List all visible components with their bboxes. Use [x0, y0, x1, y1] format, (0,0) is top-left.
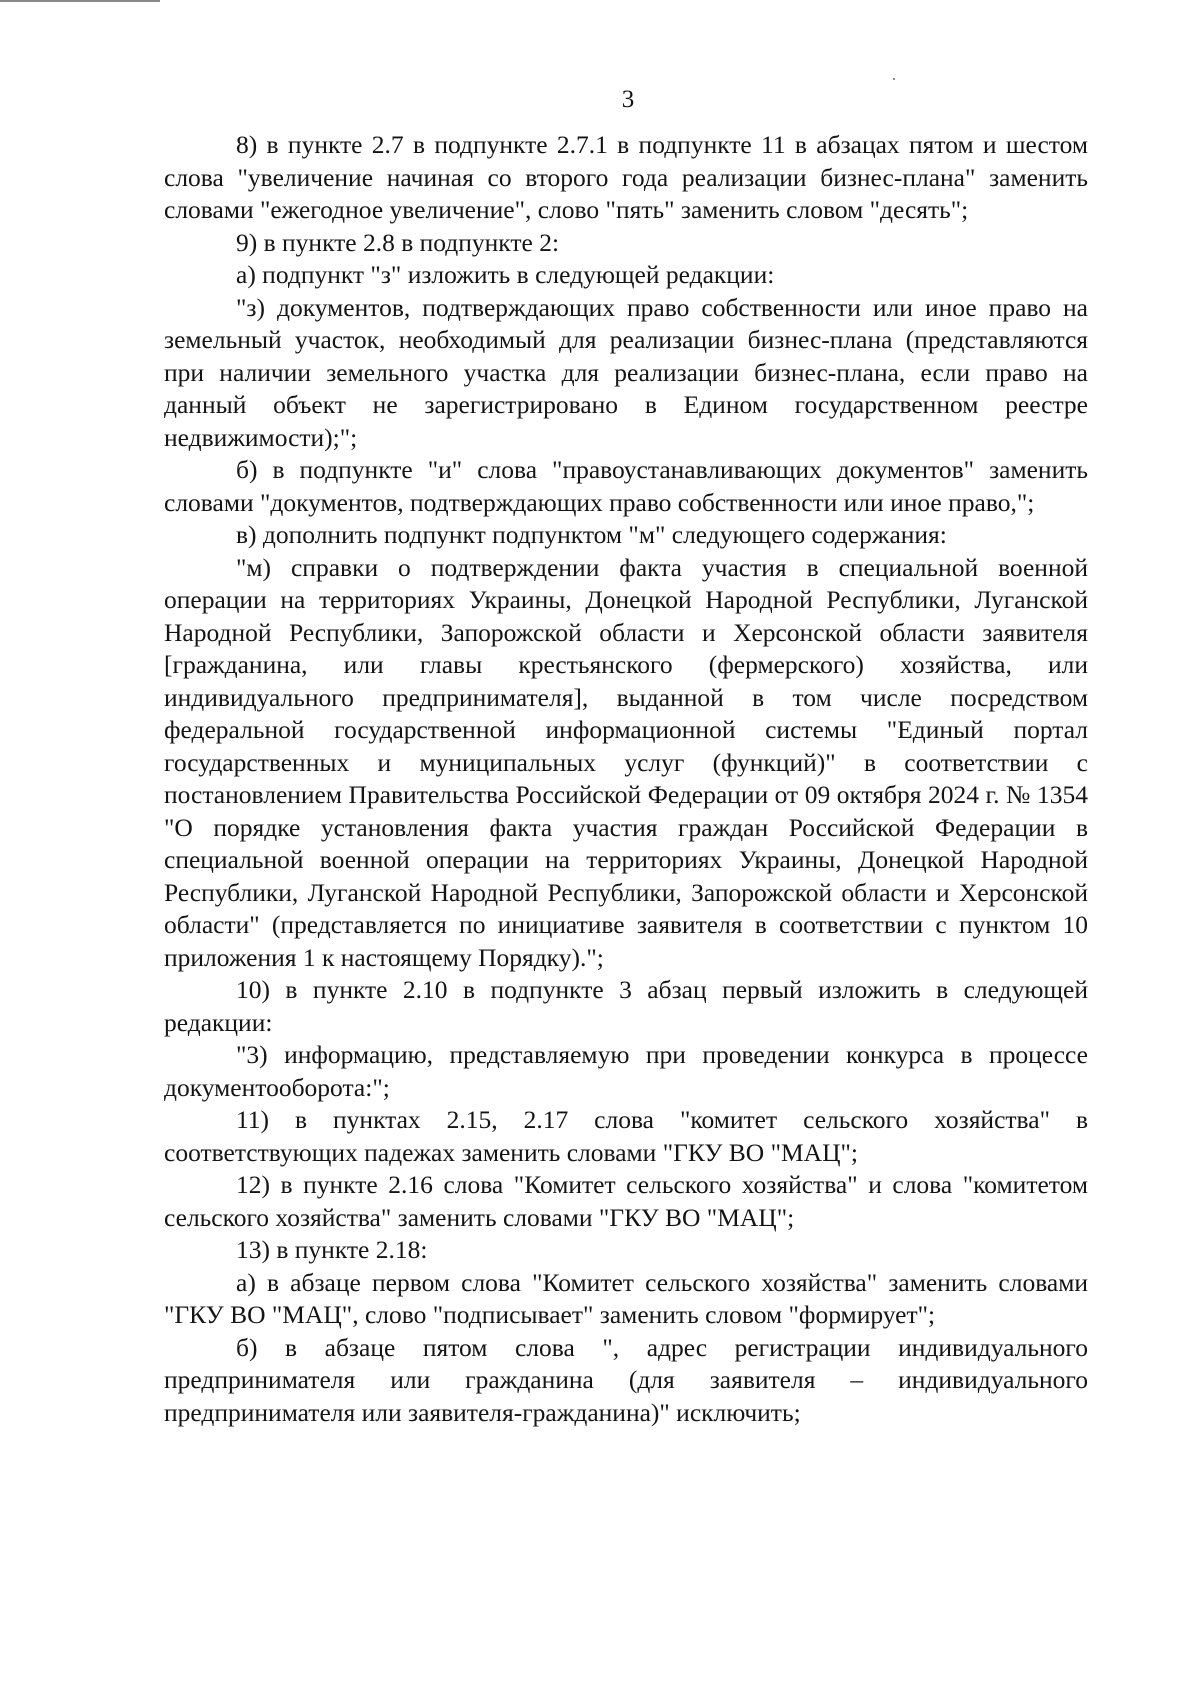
paragraph-item-9: 9) в пункте 2.8 в подпункте 2: [236, 227, 560, 257]
paragraph-subitem-3: "3) информацию, представляемую при проведении конкурса в процессе документооборота:"; [164, 1040, 1088, 1102]
page-number: 3 [621, 86, 635, 113]
paragraph-item-13: 13) в пункте 2.18: [236, 1235, 428, 1264]
paragraph-item-13a: а) в абзаце первом слова "Комитет сельского хозяйства" заменить словами "ГКУ ВО "МАЦ", слово "подписывает" заменить словом "формирует"; [164, 1267, 1088, 1329]
paragraph-item-10: 10) в пункте 2.10 в подпункте 3 абзац первый изложить в следующей редакции: [164, 975, 1088, 1037]
paragraph-item-12: 12) в пункте 2.16 слова "Комитет сельского хозяйства" и слова "комитетом сельского хозяйства" заменить словами "ГКУ ВО "МАЦ"; [164, 1170, 1088, 1232]
scan-edge-mark [0, 0, 160, 2]
document-body [164, 129, 1088, 1429]
paragraph-item-9a: а) подпункт "з" изложить в следующей редакции: [236, 260, 775, 289]
paragraph-subitem-m: "м) справки о подтверждении факта участия в специальной военной операции на территориях Украины, Донецкой Народной Республики, Луганской Народной Республики, Запорожской области и Херсонской области заявителя [гражданина, или главы крестьянского (фермерского) хозяйства, или индивидуального предпринимателя], выданной в том числе посредством федеральной государственной информационной системы "Единый портал государственных и муниципальных услуг (функций)" в соответствии с постановлением Правительства Российской Федерации от 09 октября 2024 г. № 1354 "О порядке установления факта участия граждан Российской Федерации в специальной военной операции на территориях Украины, Донецкой Народной Республики, Луганской Народной Республики, Запорожской области и Херсонской области" (представляется по инициативе заявителя в соответствии с пунктом 10 приложения 1 к настоящему Порядку)."; [164, 552, 1088, 972]
paragraph-item-9b: б) в подпункте "и" слова "правоустанавливающих документов" заменить словами "документов, подтверждающих право собственности или иное право,"; [164, 455, 1088, 517]
scan-speck [893, 78, 895, 80]
paragraph-item-9v: в) дополнить подпункт подпунктом "м" следующего содержания: [236, 520, 947, 549]
paragraph-item-13b: б) в абзаце пятом слова ", адрес регистрации индивидуального предпринимателя или гражданина (для заявителя – индивидуального предпринимателя или заявителя-гражданина)" исключить; [164, 1332, 1088, 1427]
paragraph-item-8: 8) в пункте 2.7 в подпункте 2.7.1 в подпункте 11 в абзацах пятом и шестом слова "увеличение начиная со второго года реализации бизнес-плана" заменить словами "ежегодное увеличение", слово "пять" заменить словом "десять"; [164, 130, 1088, 224]
paragraph-subitem-z: "з) документов, подтверждающих право собственности или иное право на земельный участок, необходимый для реализации бизнес-плана (представляются при наличии земельного участка для реализации бизнес-плана, если право на данный объект не зарегистрировано в Едином государственном реестре недвижимости);"; [164, 292, 1088, 452]
paragraph-item-11: 11) в пунктах 2.15, 2.17 слова "комитет сельского хозяйства" в соответствующих падежах заменить словами "ГКУ ВО "МАЦ"; [164, 1105, 1088, 1167]
